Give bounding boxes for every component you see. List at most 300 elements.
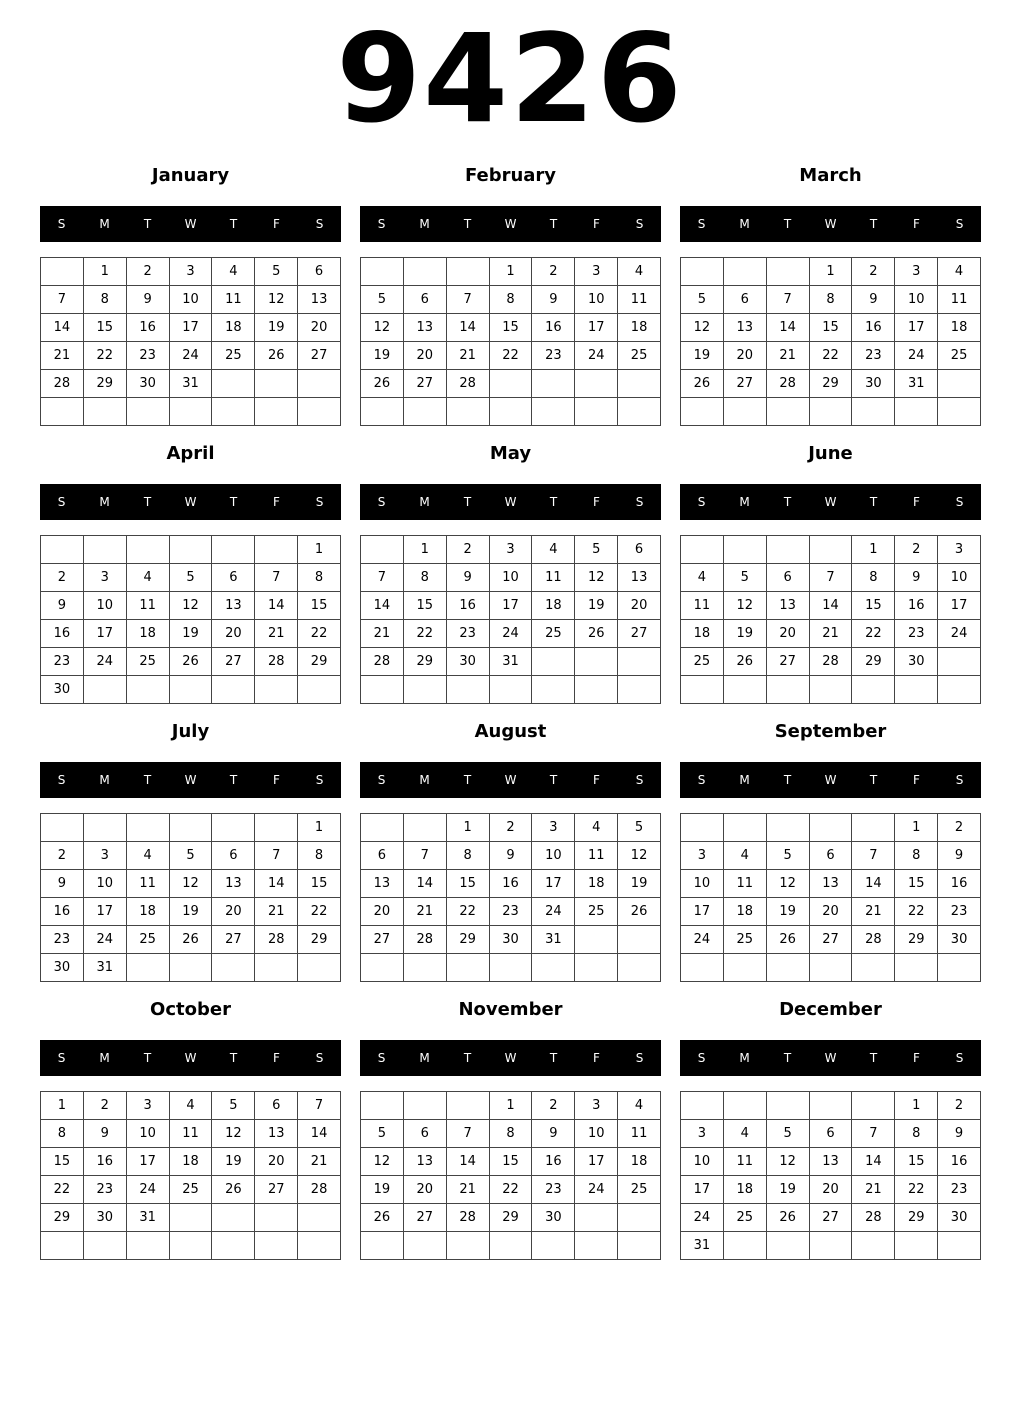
empty-day-cell bbox=[490, 954, 533, 982]
day-cell: 30 bbox=[84, 1204, 127, 1232]
empty-day-cell bbox=[490, 398, 533, 426]
day-cell: 24 bbox=[575, 342, 618, 370]
day-cell: 23 bbox=[938, 898, 981, 926]
day-cell: 27 bbox=[618, 620, 661, 648]
weekday-label: F bbox=[593, 217, 600, 231]
weekday-header bbox=[40, 484, 341, 520]
month-august bbox=[360, 713, 661, 981]
day-cell: 4 bbox=[724, 842, 767, 870]
day-cell: 18 bbox=[724, 1176, 767, 1204]
day-cell: 25 bbox=[170, 1176, 213, 1204]
day-cell: 28 bbox=[404, 926, 447, 954]
day-cell: 25 bbox=[618, 1176, 661, 1204]
empty-day-cell bbox=[618, 648, 661, 676]
weekday-label: M bbox=[99, 1051, 110, 1065]
day-cell: 14 bbox=[810, 592, 853, 620]
day-cell: 7 bbox=[404, 842, 447, 870]
empty-day-cell bbox=[767, 814, 810, 842]
day-cell: 1 bbox=[895, 814, 938, 842]
day-grid bbox=[680, 813, 981, 982]
day-cell: 3 bbox=[681, 1120, 724, 1148]
day-cell: 4 bbox=[212, 258, 255, 286]
day-cell: 29 bbox=[447, 926, 490, 954]
day-cell: 13 bbox=[212, 870, 255, 898]
empty-day-cell bbox=[938, 398, 981, 426]
empty-day-cell bbox=[618, 370, 661, 398]
empty-day-cell bbox=[852, 1092, 895, 1120]
day-cell: 5 bbox=[724, 564, 767, 592]
day-cell: 28 bbox=[447, 1204, 490, 1232]
day-cell: 10 bbox=[490, 564, 533, 592]
day-cell: 26 bbox=[212, 1176, 255, 1204]
day-cell: 1 bbox=[810, 258, 853, 286]
day-cell: 13 bbox=[767, 592, 810, 620]
day-grid bbox=[360, 257, 661, 426]
weekday-label: M bbox=[419, 217, 430, 231]
weekday-label: T bbox=[783, 1051, 792, 1065]
day-cell: 21 bbox=[298, 1148, 341, 1176]
empty-day-cell bbox=[724, 258, 767, 286]
day-cell: 30 bbox=[127, 370, 170, 398]
day-cell: 31 bbox=[532, 926, 575, 954]
day-cell: 21 bbox=[767, 342, 810, 370]
day-cell: 15 bbox=[490, 314, 533, 342]
weekday-header bbox=[680, 1040, 981, 1076]
weekday-label: T bbox=[549, 217, 558, 231]
empty-day-cell bbox=[404, 258, 447, 286]
empty-day-cell bbox=[938, 954, 981, 982]
weekday-label: M bbox=[99, 495, 110, 509]
day-cell: 14 bbox=[852, 1148, 895, 1176]
weekday-label: S bbox=[697, 495, 706, 509]
day-cell: 21 bbox=[810, 620, 853, 648]
day-cell: 27 bbox=[810, 926, 853, 954]
day-cell: 25 bbox=[532, 620, 575, 648]
day-cell: 5 bbox=[767, 1120, 810, 1148]
weekday-label: M bbox=[99, 773, 110, 787]
day-cell: 15 bbox=[490, 1148, 533, 1176]
weekday-label: S bbox=[57, 217, 66, 231]
day-cell: 5 bbox=[681, 286, 724, 314]
day-cell: 27 bbox=[255, 1176, 298, 1204]
day-cell: 19 bbox=[767, 1176, 810, 1204]
day-cell: 5 bbox=[361, 286, 404, 314]
empty-day-cell bbox=[681, 258, 724, 286]
day-cell: 23 bbox=[447, 620, 490, 648]
empty-day-cell bbox=[361, 954, 404, 982]
day-cell: 29 bbox=[404, 648, 447, 676]
day-cell: 17 bbox=[84, 620, 127, 648]
day-cell: 19 bbox=[212, 1148, 255, 1176]
day-cell: 10 bbox=[170, 286, 213, 314]
month-name: July bbox=[171, 721, 210, 742]
weekday-label: W bbox=[824, 217, 837, 231]
empty-day-cell bbox=[361, 398, 404, 426]
day-cell: 19 bbox=[361, 1176, 404, 1204]
weekday-label: S bbox=[697, 773, 706, 787]
weekday-label: T bbox=[783, 495, 792, 509]
day-cell: 16 bbox=[41, 898, 84, 926]
empty-day-cell bbox=[810, 1092, 853, 1120]
day-cell: 9 bbox=[127, 286, 170, 314]
day-cell: 22 bbox=[41, 1176, 84, 1204]
day-cell: 1 bbox=[895, 1092, 938, 1120]
day-cell: 25 bbox=[938, 342, 981, 370]
day-cell: 10 bbox=[575, 286, 618, 314]
day-cell: 22 bbox=[84, 342, 127, 370]
day-cell: 22 bbox=[490, 1176, 533, 1204]
day-cell: 1 bbox=[84, 258, 127, 286]
day-cell: 2 bbox=[852, 258, 895, 286]
day-cell: 8 bbox=[84, 286, 127, 314]
day-cell: 28 bbox=[255, 648, 298, 676]
day-cell: 16 bbox=[852, 314, 895, 342]
day-cell: 8 bbox=[490, 1120, 533, 1148]
weekday-header bbox=[360, 484, 661, 520]
day-cell: 3 bbox=[681, 842, 724, 870]
day-cell: 2 bbox=[41, 564, 84, 592]
day-cell: 7 bbox=[361, 564, 404, 592]
day-cell: 15 bbox=[895, 870, 938, 898]
day-cell: 21 bbox=[447, 342, 490, 370]
day-cell: 8 bbox=[404, 564, 447, 592]
empty-day-cell bbox=[255, 398, 298, 426]
day-cell: 16 bbox=[127, 314, 170, 342]
day-cell: 27 bbox=[212, 648, 255, 676]
weekday-label: S bbox=[57, 1051, 66, 1065]
day-cell: 27 bbox=[212, 926, 255, 954]
day-cell: 16 bbox=[532, 1148, 575, 1176]
day-cell: 18 bbox=[212, 314, 255, 342]
day-cell: 7 bbox=[447, 286, 490, 314]
day-cell: 17 bbox=[895, 314, 938, 342]
day-cell: 23 bbox=[532, 342, 575, 370]
day-cell: 23 bbox=[84, 1176, 127, 1204]
day-cell: 26 bbox=[255, 342, 298, 370]
empty-day-cell bbox=[212, 676, 255, 704]
day-cell: 27 bbox=[724, 370, 767, 398]
day-cell: 10 bbox=[532, 842, 575, 870]
empty-day-cell bbox=[767, 954, 810, 982]
weekday-label: T bbox=[229, 1051, 238, 1065]
day-cell: 21 bbox=[255, 898, 298, 926]
empty-day-cell bbox=[575, 398, 618, 426]
day-cell: 25 bbox=[127, 648, 170, 676]
day-cell: 9 bbox=[532, 286, 575, 314]
empty-day-cell bbox=[361, 676, 404, 704]
day-cell: 1 bbox=[490, 1092, 533, 1120]
day-cell: 24 bbox=[575, 1176, 618, 1204]
weekday-label: T bbox=[463, 773, 472, 787]
day-cell: 23 bbox=[127, 342, 170, 370]
day-cell: 3 bbox=[895, 258, 938, 286]
empty-day-cell bbox=[810, 676, 853, 704]
day-cell: 23 bbox=[938, 1176, 981, 1204]
day-cell: 24 bbox=[681, 926, 724, 954]
weekday-label: S bbox=[635, 217, 644, 231]
weekday-label: M bbox=[419, 1051, 430, 1065]
empty-day-cell bbox=[532, 676, 575, 704]
weekday-label: M bbox=[739, 773, 750, 787]
empty-day-cell bbox=[938, 676, 981, 704]
day-cell: 5 bbox=[361, 1120, 404, 1148]
day-cell: 13 bbox=[724, 314, 767, 342]
day-cell: 1 bbox=[41, 1092, 84, 1120]
month-february bbox=[360, 157, 661, 425]
weekday-label: M bbox=[739, 495, 750, 509]
weekday-label: S bbox=[377, 495, 386, 509]
weekday-label: T bbox=[229, 773, 238, 787]
day-cell: 29 bbox=[810, 370, 853, 398]
day-cell: 27 bbox=[810, 1204, 853, 1232]
day-cell: 24 bbox=[938, 620, 981, 648]
empty-day-cell bbox=[810, 954, 853, 982]
weekday-label: W bbox=[504, 773, 517, 787]
day-cell: 31 bbox=[490, 648, 533, 676]
empty-day-cell bbox=[938, 648, 981, 676]
weekday-label: S bbox=[955, 1051, 964, 1065]
empty-day-cell bbox=[852, 954, 895, 982]
day-cell: 28 bbox=[810, 648, 853, 676]
day-cell: 11 bbox=[127, 870, 170, 898]
weekday-label: T bbox=[143, 773, 152, 787]
empty-day-cell bbox=[41, 814, 84, 842]
day-cell: 11 bbox=[618, 286, 661, 314]
empty-day-cell bbox=[170, 954, 213, 982]
day-cell: 26 bbox=[361, 1204, 404, 1232]
day-cell: 4 bbox=[618, 258, 661, 286]
month-january bbox=[40, 157, 341, 425]
day-cell: 30 bbox=[895, 648, 938, 676]
day-cell: 8 bbox=[490, 286, 533, 314]
day-cell: 9 bbox=[447, 564, 490, 592]
day-cell: 29 bbox=[490, 1204, 533, 1232]
month-july bbox=[40, 713, 341, 981]
empty-day-cell bbox=[810, 398, 853, 426]
day-cell: 26 bbox=[681, 370, 724, 398]
day-cell: 12 bbox=[724, 592, 767, 620]
weekday-label: S bbox=[377, 1051, 386, 1065]
day-cell: 23 bbox=[532, 1176, 575, 1204]
day-cell: 28 bbox=[447, 370, 490, 398]
day-cell: 11 bbox=[618, 1120, 661, 1148]
weekday-label: T bbox=[869, 217, 878, 231]
day-cell: 13 bbox=[618, 564, 661, 592]
day-cell: 25 bbox=[724, 1204, 767, 1232]
day-cell: 7 bbox=[852, 842, 895, 870]
empty-day-cell bbox=[575, 954, 618, 982]
day-cell: 1 bbox=[490, 258, 533, 286]
day-cell: 19 bbox=[170, 898, 213, 926]
day-cell: 10 bbox=[681, 870, 724, 898]
empty-day-cell bbox=[404, 676, 447, 704]
empty-day-cell bbox=[767, 398, 810, 426]
day-cell: 14 bbox=[41, 314, 84, 342]
month-march bbox=[680, 157, 981, 425]
weekday-label: T bbox=[783, 773, 792, 787]
weekday-label: T bbox=[783, 217, 792, 231]
empty-day-cell bbox=[84, 1232, 127, 1260]
month-name: February bbox=[464, 165, 557, 186]
day-cell: 15 bbox=[810, 314, 853, 342]
day-cell: 20 bbox=[212, 620, 255, 648]
empty-day-cell bbox=[212, 814, 255, 842]
empty-day-cell bbox=[532, 398, 575, 426]
empty-day-cell bbox=[170, 398, 213, 426]
month-name: September bbox=[774, 721, 887, 742]
day-cell: 16 bbox=[490, 870, 533, 898]
day-cell: 11 bbox=[532, 564, 575, 592]
day-cell: 2 bbox=[938, 814, 981, 842]
day-cell: 2 bbox=[532, 1092, 575, 1120]
day-cell: 26 bbox=[170, 648, 213, 676]
weekday-label: T bbox=[143, 1051, 152, 1065]
day-cell: 27 bbox=[767, 648, 810, 676]
day-cell: 4 bbox=[938, 258, 981, 286]
empty-day-cell bbox=[127, 676, 170, 704]
weekday-header bbox=[680, 762, 981, 798]
day-cell: 15 bbox=[895, 1148, 938, 1176]
empty-day-cell bbox=[212, 1232, 255, 1260]
empty-day-cell bbox=[255, 536, 298, 564]
weekday-label: F bbox=[593, 773, 600, 787]
day-cell: 30 bbox=[532, 1204, 575, 1232]
empty-day-cell bbox=[41, 1232, 84, 1260]
day-cell: 11 bbox=[724, 870, 767, 898]
day-cell: 10 bbox=[84, 592, 127, 620]
weekday-label: M bbox=[419, 495, 430, 509]
day-cell: 5 bbox=[212, 1092, 255, 1120]
empty-day-cell bbox=[575, 676, 618, 704]
weekday-label: F bbox=[913, 217, 920, 231]
day-cell: 28 bbox=[361, 648, 404, 676]
day-cell: 24 bbox=[84, 926, 127, 954]
day-cell: 26 bbox=[767, 1204, 810, 1232]
empty-day-cell bbox=[618, 1232, 661, 1260]
empty-day-cell bbox=[404, 398, 447, 426]
day-cell: 18 bbox=[618, 314, 661, 342]
day-cell: 30 bbox=[41, 954, 84, 982]
empty-day-cell bbox=[681, 398, 724, 426]
weekday-label: W bbox=[184, 773, 197, 787]
day-cell: 4 bbox=[532, 536, 575, 564]
empty-day-cell bbox=[41, 398, 84, 426]
day-cell: 20 bbox=[298, 314, 341, 342]
day-cell: 17 bbox=[532, 870, 575, 898]
empty-day-cell bbox=[618, 954, 661, 982]
empty-day-cell bbox=[681, 536, 724, 564]
day-cell: 3 bbox=[575, 1092, 618, 1120]
day-cell: 8 bbox=[852, 564, 895, 592]
day-cell: 21 bbox=[852, 1176, 895, 1204]
day-cell: 17 bbox=[127, 1148, 170, 1176]
day-cell: 3 bbox=[532, 814, 575, 842]
day-grid bbox=[680, 535, 981, 704]
day-cell: 9 bbox=[41, 870, 84, 898]
weekday-label: F bbox=[913, 495, 920, 509]
weekday-label: S bbox=[955, 217, 964, 231]
day-cell: 16 bbox=[41, 620, 84, 648]
day-cell: 14 bbox=[852, 870, 895, 898]
day-cell: 9 bbox=[938, 1120, 981, 1148]
day-cell: 19 bbox=[724, 620, 767, 648]
calendar-year-title: 9426 bbox=[336, 8, 684, 150]
empty-day-cell bbox=[84, 814, 127, 842]
day-cell: 16 bbox=[447, 592, 490, 620]
day-cell: 2 bbox=[895, 536, 938, 564]
empty-day-cell bbox=[361, 814, 404, 842]
day-cell: 9 bbox=[852, 286, 895, 314]
day-cell: 21 bbox=[41, 342, 84, 370]
day-cell: 31 bbox=[170, 370, 213, 398]
day-cell: 7 bbox=[810, 564, 853, 592]
empty-day-cell bbox=[575, 1204, 618, 1232]
weekday-label: S bbox=[315, 1051, 324, 1065]
day-cell: 15 bbox=[84, 314, 127, 342]
empty-day-cell bbox=[298, 676, 341, 704]
day-cell: 20 bbox=[404, 1176, 447, 1204]
day-cell: 25 bbox=[127, 926, 170, 954]
day-grid bbox=[360, 1091, 661, 1260]
day-cell: 15 bbox=[447, 870, 490, 898]
weekday-label: F bbox=[273, 1051, 280, 1065]
weekday-header bbox=[40, 206, 341, 242]
empty-day-cell bbox=[84, 398, 127, 426]
empty-day-cell bbox=[724, 814, 767, 842]
month-december bbox=[680, 991, 981, 1259]
month-name: November bbox=[458, 999, 563, 1020]
day-cell: 27 bbox=[361, 926, 404, 954]
empty-day-cell bbox=[852, 398, 895, 426]
empty-day-cell bbox=[298, 1204, 341, 1232]
weekday-label: T bbox=[869, 495, 878, 509]
empty-day-cell bbox=[938, 1232, 981, 1260]
day-cell: 19 bbox=[681, 342, 724, 370]
day-cell: 12 bbox=[575, 564, 618, 592]
day-cell: 7 bbox=[298, 1092, 341, 1120]
day-cell: 4 bbox=[575, 814, 618, 842]
day-cell: 18 bbox=[681, 620, 724, 648]
day-grid bbox=[680, 1091, 981, 1260]
empty-day-cell bbox=[447, 1232, 490, 1260]
day-cell: 29 bbox=[895, 1204, 938, 1232]
weekday-label: F bbox=[593, 495, 600, 509]
weekday-header bbox=[360, 206, 661, 242]
empty-day-cell bbox=[170, 676, 213, 704]
weekday-label: T bbox=[229, 495, 238, 509]
day-cell: 18 bbox=[127, 898, 170, 926]
empty-day-cell bbox=[618, 1204, 661, 1232]
empty-day-cell bbox=[127, 536, 170, 564]
day-cell: 13 bbox=[255, 1120, 298, 1148]
day-cell: 23 bbox=[852, 342, 895, 370]
day-cell: 16 bbox=[532, 314, 575, 342]
month-name: March bbox=[799, 165, 862, 186]
day-cell: 16 bbox=[84, 1148, 127, 1176]
day-cell: 5 bbox=[255, 258, 298, 286]
empty-day-cell bbox=[532, 954, 575, 982]
month-name: May bbox=[489, 443, 532, 464]
day-cell: 24 bbox=[84, 648, 127, 676]
empty-day-cell bbox=[127, 954, 170, 982]
day-cell: 2 bbox=[490, 814, 533, 842]
day-cell: 3 bbox=[170, 258, 213, 286]
day-cell: 9 bbox=[895, 564, 938, 592]
day-cell: 5 bbox=[618, 814, 661, 842]
day-cell: 20 bbox=[404, 342, 447, 370]
weekday-label: S bbox=[955, 773, 964, 787]
empty-day-cell bbox=[724, 536, 767, 564]
